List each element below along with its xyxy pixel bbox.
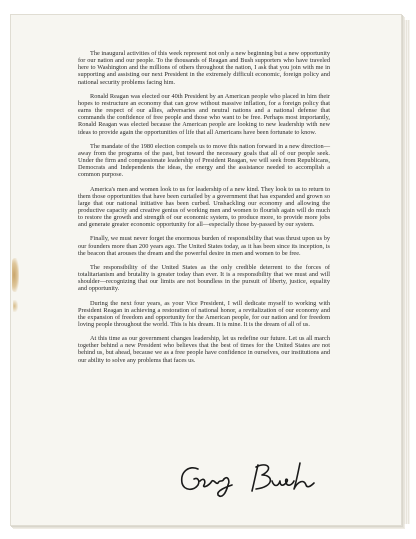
paragraph-8: At this time as our government changes leadership, let us redefine our future. Let us all march together behind a new President who believes that the best of times for the United States are not behind us, but ahead, because we as a free people have confidence in ourselves, our institutions and our ability to solve any problems that faces us. [78,335,330,364]
paragraph-7: During the next four years, as your Vice President, I will dedicate myself to working with President Reagan in achieving a restoration of national honor, a revitalization of our economy and the expansion of freedom and opportunity for the American people, for our nation and for freedom loving people throughout the world. This is his dream. It is mine. It is the dream of all of us. [78,299,330,328]
paragraph-3: The mandate of the 1980 election compels us to move this nation forward in a new direction—away from the programs of the past, but toward the necessary goals that all of our people seek. Under the firm and compassionate leadership of President Reagan, we will seek from Republicans, Democrats and Independents the ideas, the energy and the assistance needed to accomplish a common purpose. [78,142,330,179]
stain-mark-small [13,300,18,312]
paragraph-5: Finally, we must never forget the enormous burden of responsibility that was thrust upon us by our founders more than 200 years ago. The United States today, as it has been since its inception, is the beacon that arouses the dream and the powerful desire in men and women to be free. [78,235,330,257]
paragraph-4: America's men and women look to us for leadership of a new kind. They look to us to return to them those opportunities that have been curtailed by a government that has expanded and grown so large that our national initiative has been curbed. Unshackling our economy and allowing the productive capacity and creative genius of working men and women to flourish again will do much to restore the growth and strength of our economic system, to produce more, to provide more jobs and generate greater economic opportunity for all—especially those by-passed by our system. [78,185,330,229]
page-edge-stack [404,20,410,524]
stain-mark [12,258,19,292]
letter-body [78,50,330,371]
paragraph-6: The responsibility of the United States as the only credible deterrent to the forces of totalitarianism and brutality is greater today than ever. It is a responsibility that we must and will shoulder—recognizing that our limits are not boundless in the pursuit of liberty, justice, equality and opportunity. [78,263,330,293]
paragraph-1: The inaugural activities of this week represent not only a new beginning but a new opportunity for our nation and our people. To the thousands of Reagan and Bush supporters who have traveled here to Washington and the millions of others throughout the nation, I ask that you join with me in supporting and assisting our next President in the extremely difficult economic, foreign policy and national security problems facing him. [78,50,330,86]
paragraph-2: Ronald Reagan was elected our 40th President by an American people who placed in him their hopes to restructure an economy that can grow without massive inflation, for a foreign policy that earns the respect of our allies, adversaries and neutral nations and a national defense that commands the confidence of free people and those who want to be free. Perhaps most importantly, Ronald Reagan was elected because the American people are looking to new leadership with new ideas to provide again the opportunities of life that all Americans have been fortunate to know. [78,92,330,136]
handwritten-signature [176,455,326,500]
